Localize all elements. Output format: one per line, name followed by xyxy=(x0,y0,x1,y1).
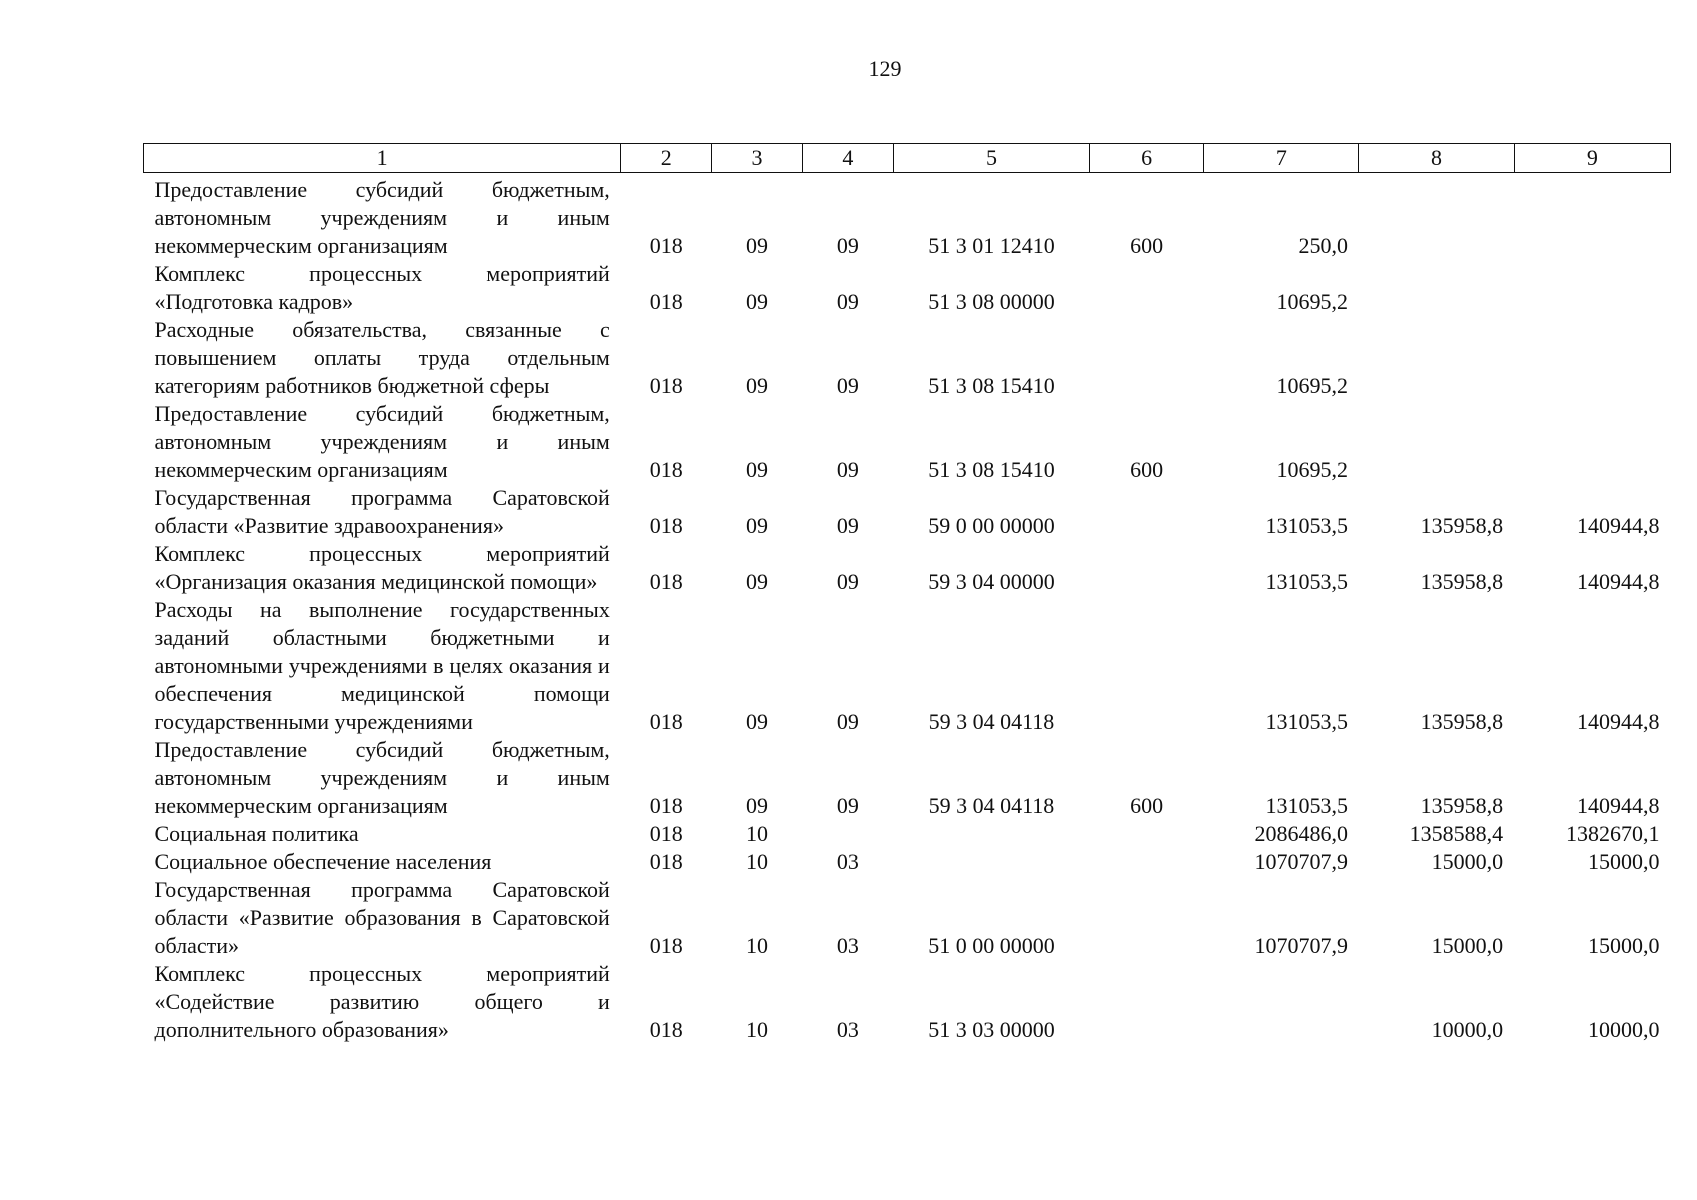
cell-amount-9 xyxy=(1514,260,1670,316)
table-row xyxy=(144,484,1671,540)
cell-target-article: 59 3 04 04118 xyxy=(928,709,1055,734)
cell-expense-type xyxy=(1090,316,1204,400)
cell-section: 09 xyxy=(746,569,769,594)
cell-amount-7 xyxy=(1204,960,1359,1044)
cell-amount-7: 2086486,0 xyxy=(1254,821,1348,846)
cell-subsection: 09 xyxy=(836,569,859,594)
cell-expense-type xyxy=(1090,820,1204,848)
cell-subsection: 09 xyxy=(836,457,859,482)
cell-name: Социальная политика xyxy=(154,821,359,846)
cell-name: Социальное обеспечение населения xyxy=(154,849,492,874)
table-header xyxy=(144,144,1671,173)
header-col-9: 9 xyxy=(1514,144,1670,173)
cell-section: 09 xyxy=(746,513,769,538)
cell-section: 10 xyxy=(746,849,769,874)
cell-target-article: 59 0 00 00000 xyxy=(928,513,1055,538)
cell-expense-type xyxy=(1090,876,1204,960)
cell-amount-7: 10695,2 xyxy=(1276,289,1348,314)
cell-target-article: 59 3 04 00000 xyxy=(928,569,1055,594)
cell-expense-type xyxy=(1090,260,1204,316)
cell-subsection: 09 xyxy=(836,289,859,314)
cell-amount-9: 15000,0 xyxy=(1588,933,1660,958)
cell-amount-8: 15000,0 xyxy=(1431,933,1504,958)
cell-target-article: 51 3 08 00000 xyxy=(928,289,1055,314)
table-row xyxy=(144,260,1671,316)
cell-subsection: 03 xyxy=(836,933,859,958)
cell-target-article: 51 3 08 15410 xyxy=(928,373,1055,398)
cell-amount-7: 131053,5 xyxy=(1265,709,1348,734)
cell-subsection: 09 xyxy=(836,709,859,734)
cell-amount-7: 250,0 xyxy=(1298,233,1348,258)
cell-ministry-code: 018 xyxy=(649,821,683,846)
cell-ministry-code: 018 xyxy=(649,1017,683,1042)
cell-amount-8: 15000,0 xyxy=(1431,849,1504,874)
cell-section: 10 xyxy=(746,821,769,846)
cell-amount-9: 15000,0 xyxy=(1588,849,1660,874)
table-row xyxy=(144,540,1671,596)
cell-expense-type: 600 xyxy=(1130,233,1164,258)
cell-ministry-code: 018 xyxy=(649,709,683,734)
cell-target-article: 51 0 00 00000 xyxy=(928,933,1055,958)
cell-section: 09 xyxy=(746,793,769,818)
cell-subsection xyxy=(802,820,893,848)
cell-expense-type xyxy=(1090,596,1204,736)
cell-amount-9: 1382670,1 xyxy=(1566,821,1660,846)
table-row xyxy=(144,820,1671,848)
cell-expense-type xyxy=(1090,960,1204,1044)
cell-section: 09 xyxy=(746,709,769,734)
cell-amount-7: 10695,2 xyxy=(1276,373,1348,398)
cell-amount-7: 131053,5 xyxy=(1265,569,1348,594)
cell-amount-7: 10695,2 xyxy=(1276,457,1348,482)
cell-amount-9 xyxy=(1514,173,1670,261)
cell-amount-9 xyxy=(1514,316,1670,400)
cell-target-article: 51 3 01 12410 xyxy=(928,233,1055,258)
cell-subsection: 03 xyxy=(836,849,859,874)
cell-section: 09 xyxy=(746,233,769,258)
cell-subsection: 09 xyxy=(836,793,859,818)
cell-amount-9: 140944,8 xyxy=(1577,793,1660,818)
cell-section: 10 xyxy=(746,933,769,958)
cell-amount-7: 1070707,9 xyxy=(1254,849,1348,874)
cell-amount-8 xyxy=(1359,400,1514,484)
cell-name: Предоставление субсидий бюджетным, автономным учреждениям и иным некоммерческим организациям xyxy=(154,737,610,818)
cell-target-article: 59 3 04 04118 xyxy=(928,793,1055,818)
cell-ministry-code: 018 xyxy=(649,569,683,594)
cell-name: Расходы на выполнение государственных заданий областными бюджетными и автономными учреждениями в целях оказания и обеспечения медицинской помощи государственными учреждениями xyxy=(154,597,610,734)
table-row xyxy=(144,173,1671,261)
cell-expense-type xyxy=(1090,848,1204,876)
cell-ministry-code: 018 xyxy=(649,849,683,874)
cell-section: 09 xyxy=(746,289,769,314)
cell-amount-8: 1358588,4 xyxy=(1409,821,1504,846)
cell-target-article: 51 3 08 15410 xyxy=(928,457,1055,482)
cell-expense-type xyxy=(1090,540,1204,596)
cell-amount-7: 1070707,9 xyxy=(1254,933,1348,958)
cell-amount-8: 10000,0 xyxy=(1431,1017,1504,1042)
cell-name: Расходные обязательства, связанные с повышением оплаты труда отдельным категориям работников бюджетной сферы xyxy=(154,317,610,398)
cell-ministry-code: 018 xyxy=(649,289,683,314)
cell-name: Комплекс процессных мероприятий «Содействие развитию общего и дополнительного образования» xyxy=(154,961,610,1042)
budget-table xyxy=(143,143,1671,1044)
header-row xyxy=(144,144,1671,173)
cell-subsection: 09 xyxy=(836,513,859,538)
header-col-1: 1 xyxy=(144,144,621,173)
cell-name: Государственная программа Саратовской области «Развитие здравоохранения» xyxy=(154,485,610,538)
cell-amount-7: 131053,5 xyxy=(1265,793,1348,818)
cell-amount-8: 135958,8 xyxy=(1420,513,1504,538)
cell-expense-type xyxy=(1090,484,1204,540)
table-row xyxy=(144,736,1671,820)
cell-amount-7: 131053,5 xyxy=(1265,513,1348,538)
header-col-8: 8 xyxy=(1359,144,1514,173)
header-col-5: 5 xyxy=(893,144,1089,173)
table-body xyxy=(144,173,1671,1045)
cell-ministry-code: 018 xyxy=(649,233,683,258)
cell-name: Государственная программа Саратовской области «Развитие образования в Саратовской области» xyxy=(154,877,610,958)
header-col-4: 4 xyxy=(802,144,893,173)
cell-section: 09 xyxy=(746,457,769,482)
cell-amount-9: 140944,8 xyxy=(1577,709,1660,734)
cell-expense-type: 600 xyxy=(1130,457,1164,482)
cell-ministry-code: 018 xyxy=(649,933,683,958)
cell-target-article xyxy=(893,848,1089,876)
cell-subsection: 09 xyxy=(836,233,859,258)
table-row xyxy=(144,596,1671,736)
cell-amount-8 xyxy=(1359,316,1514,400)
cell-amount-9 xyxy=(1514,400,1670,484)
table-row xyxy=(144,316,1671,400)
page-number: 129 xyxy=(868,56,902,81)
cell-section: 09 xyxy=(746,373,769,398)
cell-ministry-code: 018 xyxy=(649,513,683,538)
cell-amount-8: 135958,8 xyxy=(1420,793,1504,818)
table-row xyxy=(144,960,1671,1044)
cell-amount-8 xyxy=(1359,173,1514,261)
cell-name: Комплекс процессных мероприятий «Организация оказания медицинской помощи» xyxy=(154,541,610,594)
cell-subsection: 09 xyxy=(836,373,859,398)
cell-name: Комплекс процессных мероприятий «Подготовка кадров» xyxy=(154,261,610,314)
cell-amount-9: 140944,8 xyxy=(1577,569,1660,594)
header-col-7: 7 xyxy=(1204,144,1359,173)
cell-amount-8: 135958,8 xyxy=(1420,709,1504,734)
header-col-3: 3 xyxy=(712,144,803,173)
table-row xyxy=(144,876,1671,960)
cell-target-article xyxy=(893,820,1089,848)
cell-amount-9: 10000,0 xyxy=(1588,1017,1660,1042)
cell-ministry-code: 018 xyxy=(649,457,683,482)
cell-section: 10 xyxy=(746,1017,769,1042)
header-col-6: 6 xyxy=(1090,144,1204,173)
table-row xyxy=(144,848,1671,876)
cell-amount-8: 135958,8 xyxy=(1420,569,1504,594)
table-row xyxy=(144,400,1671,484)
cell-ministry-code: 018 xyxy=(649,373,683,398)
cell-name: Предоставление субсидий бюджетным, автономным учреждениям и иным некоммерческим организациям xyxy=(154,401,610,482)
cell-amount-9: 140944,8 xyxy=(1577,513,1660,538)
header-col-2: 2 xyxy=(621,144,712,173)
cell-subsection: 03 xyxy=(836,1017,859,1042)
cell-target-article: 51 3 03 00000 xyxy=(928,1017,1055,1042)
cell-expense-type: 600 xyxy=(1130,793,1164,818)
cell-ministry-code: 018 xyxy=(649,793,683,818)
cell-amount-8 xyxy=(1359,260,1514,316)
cell-name: Предоставление субсидий бюджетным, автономным учреждениям и иным некоммерческим организациям xyxy=(154,177,610,258)
